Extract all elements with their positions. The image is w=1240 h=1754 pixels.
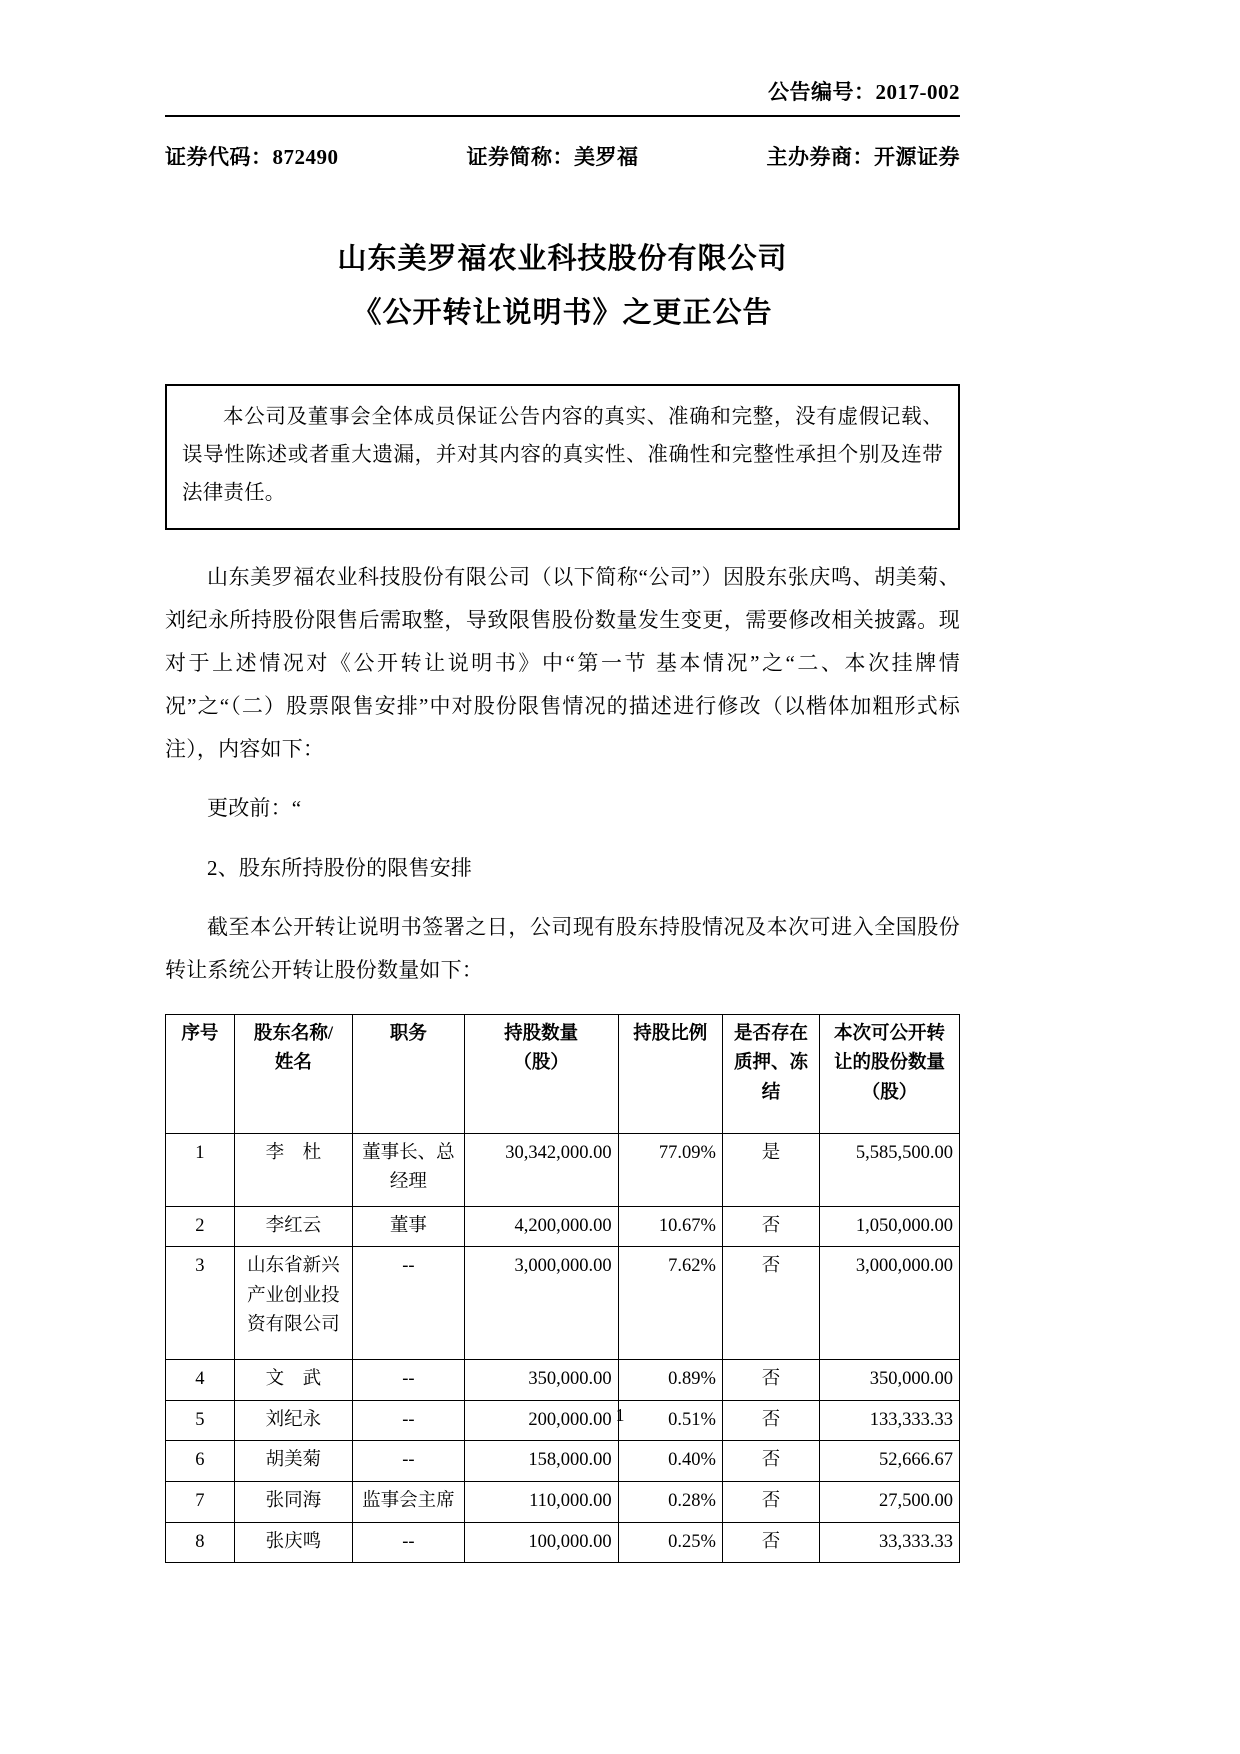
header-divider	[165, 115, 960, 117]
cell-ratio: 10.67%	[618, 1206, 722, 1247]
cell-shareholder-name: 张庆鸣	[234, 1522, 353, 1563]
table-body	[166, 1133, 960, 1563]
cell-pledge: 否	[722, 1522, 819, 1563]
cell-no: 8	[166, 1522, 235, 1563]
cell-position: 监事会主席	[353, 1482, 464, 1523]
cell-no: 2	[166, 1206, 235, 1247]
cell-position: --	[353, 1247, 464, 1360]
title-line-company: 山东美罗福农业科技股份有限公司	[337, 243, 788, 276]
cell-position: 董事长、总经理	[353, 1133, 464, 1206]
header-cell-name: 股东名称/ 姓名	[234, 1014, 353, 1133]
header-cell-pledge: 是否存在 质押、冻 结	[722, 1014, 819, 1133]
cell-ratio: 0.28%	[618, 1482, 722, 1523]
cell-transferable: 1,050,000.00	[820, 1206, 960, 1247]
cell-shareholder-name: 胡美菊	[234, 1441, 353, 1482]
header-cell-ratio: 持股比例	[618, 1014, 722, 1133]
header-cell-no: 序号	[166, 1014, 235, 1133]
document-title	[165, 233, 960, 340]
cell-position: --	[353, 1360, 464, 1401]
shareholding-table-wrapper	[165, 1014, 960, 1564]
cell-pledge: 否	[722, 1247, 819, 1360]
cell-pledge: 否	[722, 1360, 819, 1401]
disclaimer-text: 本公司及董事会全体成员保证公告内容的真实、准确和完整，没有虚假记载、误导性陈述或者重大遗漏，并对其内容的真实性、准确性和完整性承担个别及连带法律责任。	[182, 406, 943, 505]
page-content	[165, 0, 960, 1563]
cell-ratio: 77.09%	[618, 1133, 722, 1206]
security-code: 证券代码：872490	[165, 145, 339, 170]
header-cell-transferable: 本次可公开转 让的股份数量 （股）	[820, 1014, 960, 1133]
cell-quantity: 200,000.00	[464, 1400, 618, 1441]
cell-shareholder-name: 文 武	[234, 1360, 353, 1401]
cell-transferable: 350,000.00	[820, 1360, 960, 1401]
cell-pledge: 是	[722, 1133, 819, 1206]
table-header-row	[166, 1014, 960, 1133]
cell-pledge: 否	[722, 1206, 819, 1247]
cell-no: 3	[166, 1247, 235, 1360]
title-line-subject: 《公开转让说明书》之更正公告	[352, 296, 773, 329]
cell-position: 董事	[353, 1206, 464, 1247]
cell-transferable: 33,333.33	[820, 1522, 960, 1563]
table-row	[166, 1360, 960, 1401]
shareholding-table	[165, 1014, 960, 1564]
security-info-row	[165, 141, 960, 171]
cell-pledge: 否	[722, 1482, 819, 1523]
table-row	[166, 1522, 960, 1563]
body-paragraph-1: 山东美罗福农业科技股份有限公司（以下简称“公司”）因股东张庆鸣、胡美菊、刘纪永所持股份限售后需取整，导致限售股份数量发生变更，需要修改相关披露。现对于上述情况对《公开转让说明书》中“第一节 基本情况”之“二、本次挂牌情况”之“（二）股票限售安排”中对股份限售情况的描述进行修改（以楷体加粗形式标注），内容如下：	[165, 565, 960, 762]
cell-shareholder-name: 山东省新兴产业创业投资有限公司	[234, 1247, 353, 1360]
body-paragraph-3: 2、股东所持股份的限售安排	[207, 855, 473, 880]
page-number: 1	[615, 1405, 625, 1425]
cell-transferable: 133,333.33	[820, 1400, 960, 1441]
cell-transferable: 27,500.00	[820, 1482, 960, 1523]
cell-position: --	[353, 1441, 464, 1482]
cell-quantity: 4,200,000.00	[464, 1206, 618, 1247]
cell-quantity: 158,000.00	[464, 1441, 618, 1482]
body-paragraph-4: 截至本公开转让说明书签署之日，公司现有股东持股情况及本次可进入全国股份转让系统公开转让股份数量如下：	[165, 914, 960, 982]
table-row	[166, 1441, 960, 1482]
cell-shareholder-name: 李红云	[234, 1206, 353, 1247]
cell-quantity: 350,000.00	[464, 1360, 618, 1401]
security-short-name: 证券简称：美罗福	[466, 145, 639, 170]
cell-ratio: 7.62%	[618, 1247, 722, 1360]
cell-quantity: 110,000.00	[464, 1482, 618, 1523]
cell-transferable: 5,585,500.00	[820, 1133, 960, 1206]
cell-ratio: 0.40%	[618, 1441, 722, 1482]
cell-shareholder-name: 张同海	[234, 1482, 353, 1523]
cell-quantity: 100,000.00	[464, 1522, 618, 1563]
body-paragraph-2: 更改前：“	[207, 796, 302, 821]
cell-quantity: 3,000,000.00	[464, 1247, 618, 1360]
cell-ratio: 0.89%	[618, 1360, 722, 1401]
disclaimer-box	[165, 384, 960, 530]
table-row	[166, 1133, 960, 1206]
cell-no: 6	[166, 1441, 235, 1482]
header-cell-position: 职务	[353, 1014, 464, 1133]
cell-transferable: 52,666.67	[820, 1441, 960, 1482]
cell-pledge: 否	[722, 1441, 819, 1482]
cell-no: 1	[166, 1133, 235, 1206]
cell-shareholder-name: 李 杜	[234, 1133, 353, 1206]
cell-no: 4	[166, 1360, 235, 1401]
cell-no: 5	[166, 1400, 235, 1441]
cell-position: --	[353, 1400, 464, 1441]
sponsor-broker: 主办券商：开源证券	[766, 145, 960, 170]
cell-position: --	[353, 1522, 464, 1563]
announcement-number: 公告编号：2017-002	[768, 80, 960, 104]
cell-no: 7	[166, 1482, 235, 1523]
cell-ratio: 0.51%	[618, 1400, 722, 1441]
table-row	[166, 1482, 960, 1523]
cell-quantity: 30,342,000.00	[464, 1133, 618, 1206]
cell-ratio: 0.25%	[618, 1522, 722, 1563]
cell-shareholder-name: 刘纪永	[234, 1400, 353, 1441]
table-header	[166, 1014, 960, 1133]
header-cell-quantity: 持股数量 （股）	[464, 1014, 618, 1133]
table-row	[166, 1247, 960, 1360]
table-row	[166, 1206, 960, 1247]
cell-transferable: 3,000,000.00	[820, 1247, 960, 1360]
cell-pledge: 否	[722, 1400, 819, 1441]
